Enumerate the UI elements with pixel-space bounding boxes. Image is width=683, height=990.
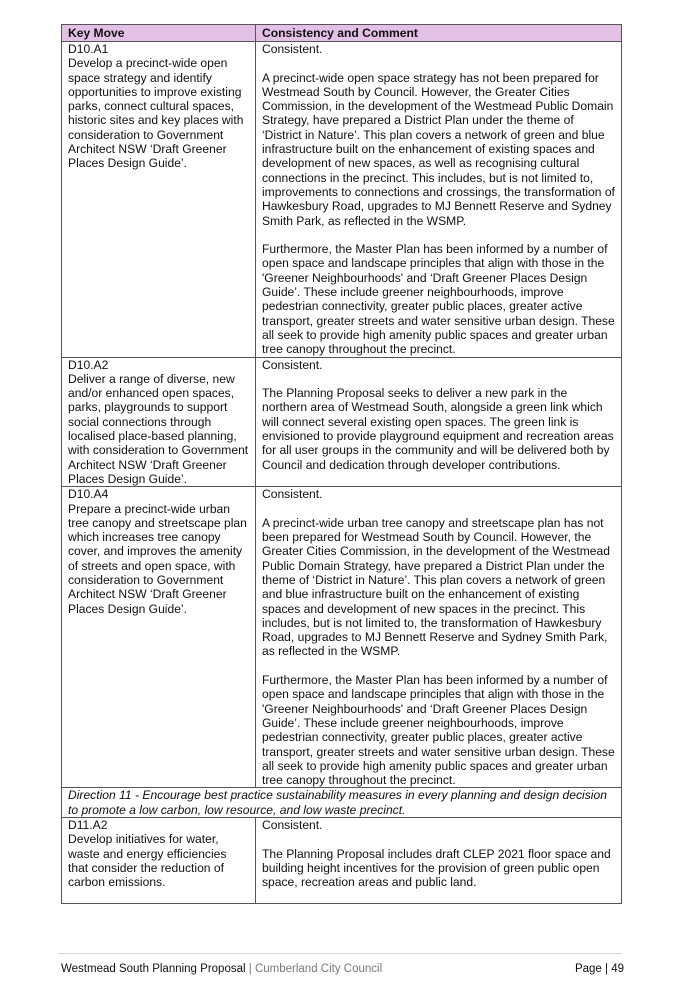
key-moves-table bbox=[61, 24, 622, 904]
footer-document-title: Westmead South Planning Proposal bbox=[61, 963, 246, 975]
key-move-text: Develop a precinct-wide open space strategy and identify opportunities to improve existing parks, connect cultural spaces, historic sites and key places with consideration to Government Architect NSW ‘Draft Greener Places Design Guide’. bbox=[68, 56, 244, 171]
footer-divider bbox=[58, 953, 622, 954]
footer-page-number: Page | 49 bbox=[574, 963, 624, 975]
header-key-move: Key Move bbox=[62, 25, 256, 42]
comment-cell bbox=[256, 357, 622, 487]
direction-text: Direction 11 - Encourage best practice sustainability measures in every planning and design decision to promote a low carbon, low resource, and low waste precinct. bbox=[62, 788, 622, 818]
comment-paragraph: The Planning Proposal seeks to deliver a new park in the northern area of Westmead South, alongside a green link which will connect several existing open spaces. The green link is envisioned to provide playground equipment and recreation areas for all user groups in the community and will be delivered both by Council and dedication through developer contributions. bbox=[262, 386, 614, 472]
consistency-status: Consistent. bbox=[262, 42, 323, 56]
table-row bbox=[62, 42, 622, 358]
consistency-status: Consistent. bbox=[262, 818, 323, 833]
key-move-text: Deliver a range of diverse, new and/or enhanced open spaces, parks, playgrounds to support social connections through localised place-based planning, with consideration to Government Architect NSW ‘Draft Greener Places Design Guide’. bbox=[68, 371, 249, 486]
comment-cell bbox=[256, 42, 622, 358]
consistency-status: Consistent. bbox=[262, 487, 323, 502]
key-move-code: D10.A2 bbox=[68, 357, 109, 372]
key-move-cell bbox=[62, 487, 256, 788]
consistency-status: Consistent. bbox=[262, 357, 323, 372]
footer-separator: | bbox=[248, 963, 252, 975]
comment-paragraph: A precinct-wide open space strategy has not been prepared for Westmead South by Council. However, the Greater Cities Commission, in the development of the Westmead Public Domain Strategy, have prepared a District Plan under the theme of ‘District in Nature’. This plan covers a network of green and blue infrastructure built on the enhancement of existing spaces and development of new spaces, as well as recognising cultural connections in the precinct. This includes, but is not limited to, improvements to connections and crossings, the transformation of Hawkesbury Road, upgrades to MJ Bennett Reserve and Sydney Smith Park, as reflected in the WSMP. bbox=[262, 70, 615, 228]
key-move-cell bbox=[62, 818, 256, 904]
comment-paragraph: A precinct-wide urban tree canopy and streetscape plan has not been prepared for Westmead South by Council. However, the Greater Cities Commission, in the development of the Westmead Public Domain Strategy, have prepared a District Plan under the theme of ‘District in Nature’. This plan covers a network of green and blue infrastructure built on the enhancement of existing spaces and development of new spaces in the precinct. This includes, but is not limited to, the transformation of Hawkesbury Road, upgrades to MJ Bennett Reserve and Sydney Smith Park, as reflected in the WSMP. bbox=[262, 515, 610, 659]
comment-paragraph: Furthermore, the Master Plan has been informed by a number of open space and landscape principles that align with those in the 'Greener Neighbourhoods' and ‘Draft Greener Places Design Guide’. These include greener neighbourhoods, improve pedestrian connectivity, greater public places, greater active transport, greater streets and water sensitive urban design. These all seek to provide high amenity public spaces and greater urban tree canopy throughout the precinct. bbox=[262, 673, 615, 788]
header-consistency-comment: Consistency and Comment bbox=[256, 25, 622, 42]
comment-paragraph: Furthermore, the Master Plan has been informed by a number of open space and landscape principles that align with those in the 'Greener Neighbourhoods' and ‘Draft Greener Places Design Guide’. These include greener neighbourhoods, improve pedestrian connectivity, greater public places, greater active transport, greater streets and water sensitive urban design. These all seek to provide high amenity public spaces and greater urban tree canopy throughout the precinct. bbox=[262, 242, 615, 357]
table-row bbox=[62, 818, 622, 904]
footer-organisation: Cumberland City Council bbox=[254, 963, 383, 975]
key-move-text: Prepare a precinct-wide urban tree canopy and streetscape plan which increases tree canopy cover, and improves the amenity of streets and open space, with consideration to Government Architect NSW ‘Draft Greener Places Design Guide’. bbox=[68, 501, 247, 616]
key-move-code: D10.A1 bbox=[68, 42, 109, 56]
comment-cell bbox=[256, 818, 622, 904]
comment-cell bbox=[256, 487, 622, 788]
table-row bbox=[62, 487, 622, 788]
page-footer bbox=[61, 962, 624, 976]
key-move-cell bbox=[62, 42, 256, 358]
key-move-text: Develop initiatives for water, waste and energy efficiencies that consider the reduction of carbon emissions. bbox=[68, 832, 227, 890]
comment-paragraph: The Planning Proposal includes draft CLEP 2021 floor space and building height incentives for the provision of green public open space, recreation areas and public land. bbox=[262, 846, 611, 890]
key-move-cell bbox=[62, 357, 256, 487]
table-row bbox=[62, 357, 622, 487]
key-move-code: D11.A2 bbox=[68, 818, 108, 833]
key-move-code: D10.A4 bbox=[68, 487, 109, 502]
footer-left bbox=[61, 962, 382, 976]
table-header-row bbox=[62, 25, 622, 42]
direction-row bbox=[62, 788, 622, 818]
